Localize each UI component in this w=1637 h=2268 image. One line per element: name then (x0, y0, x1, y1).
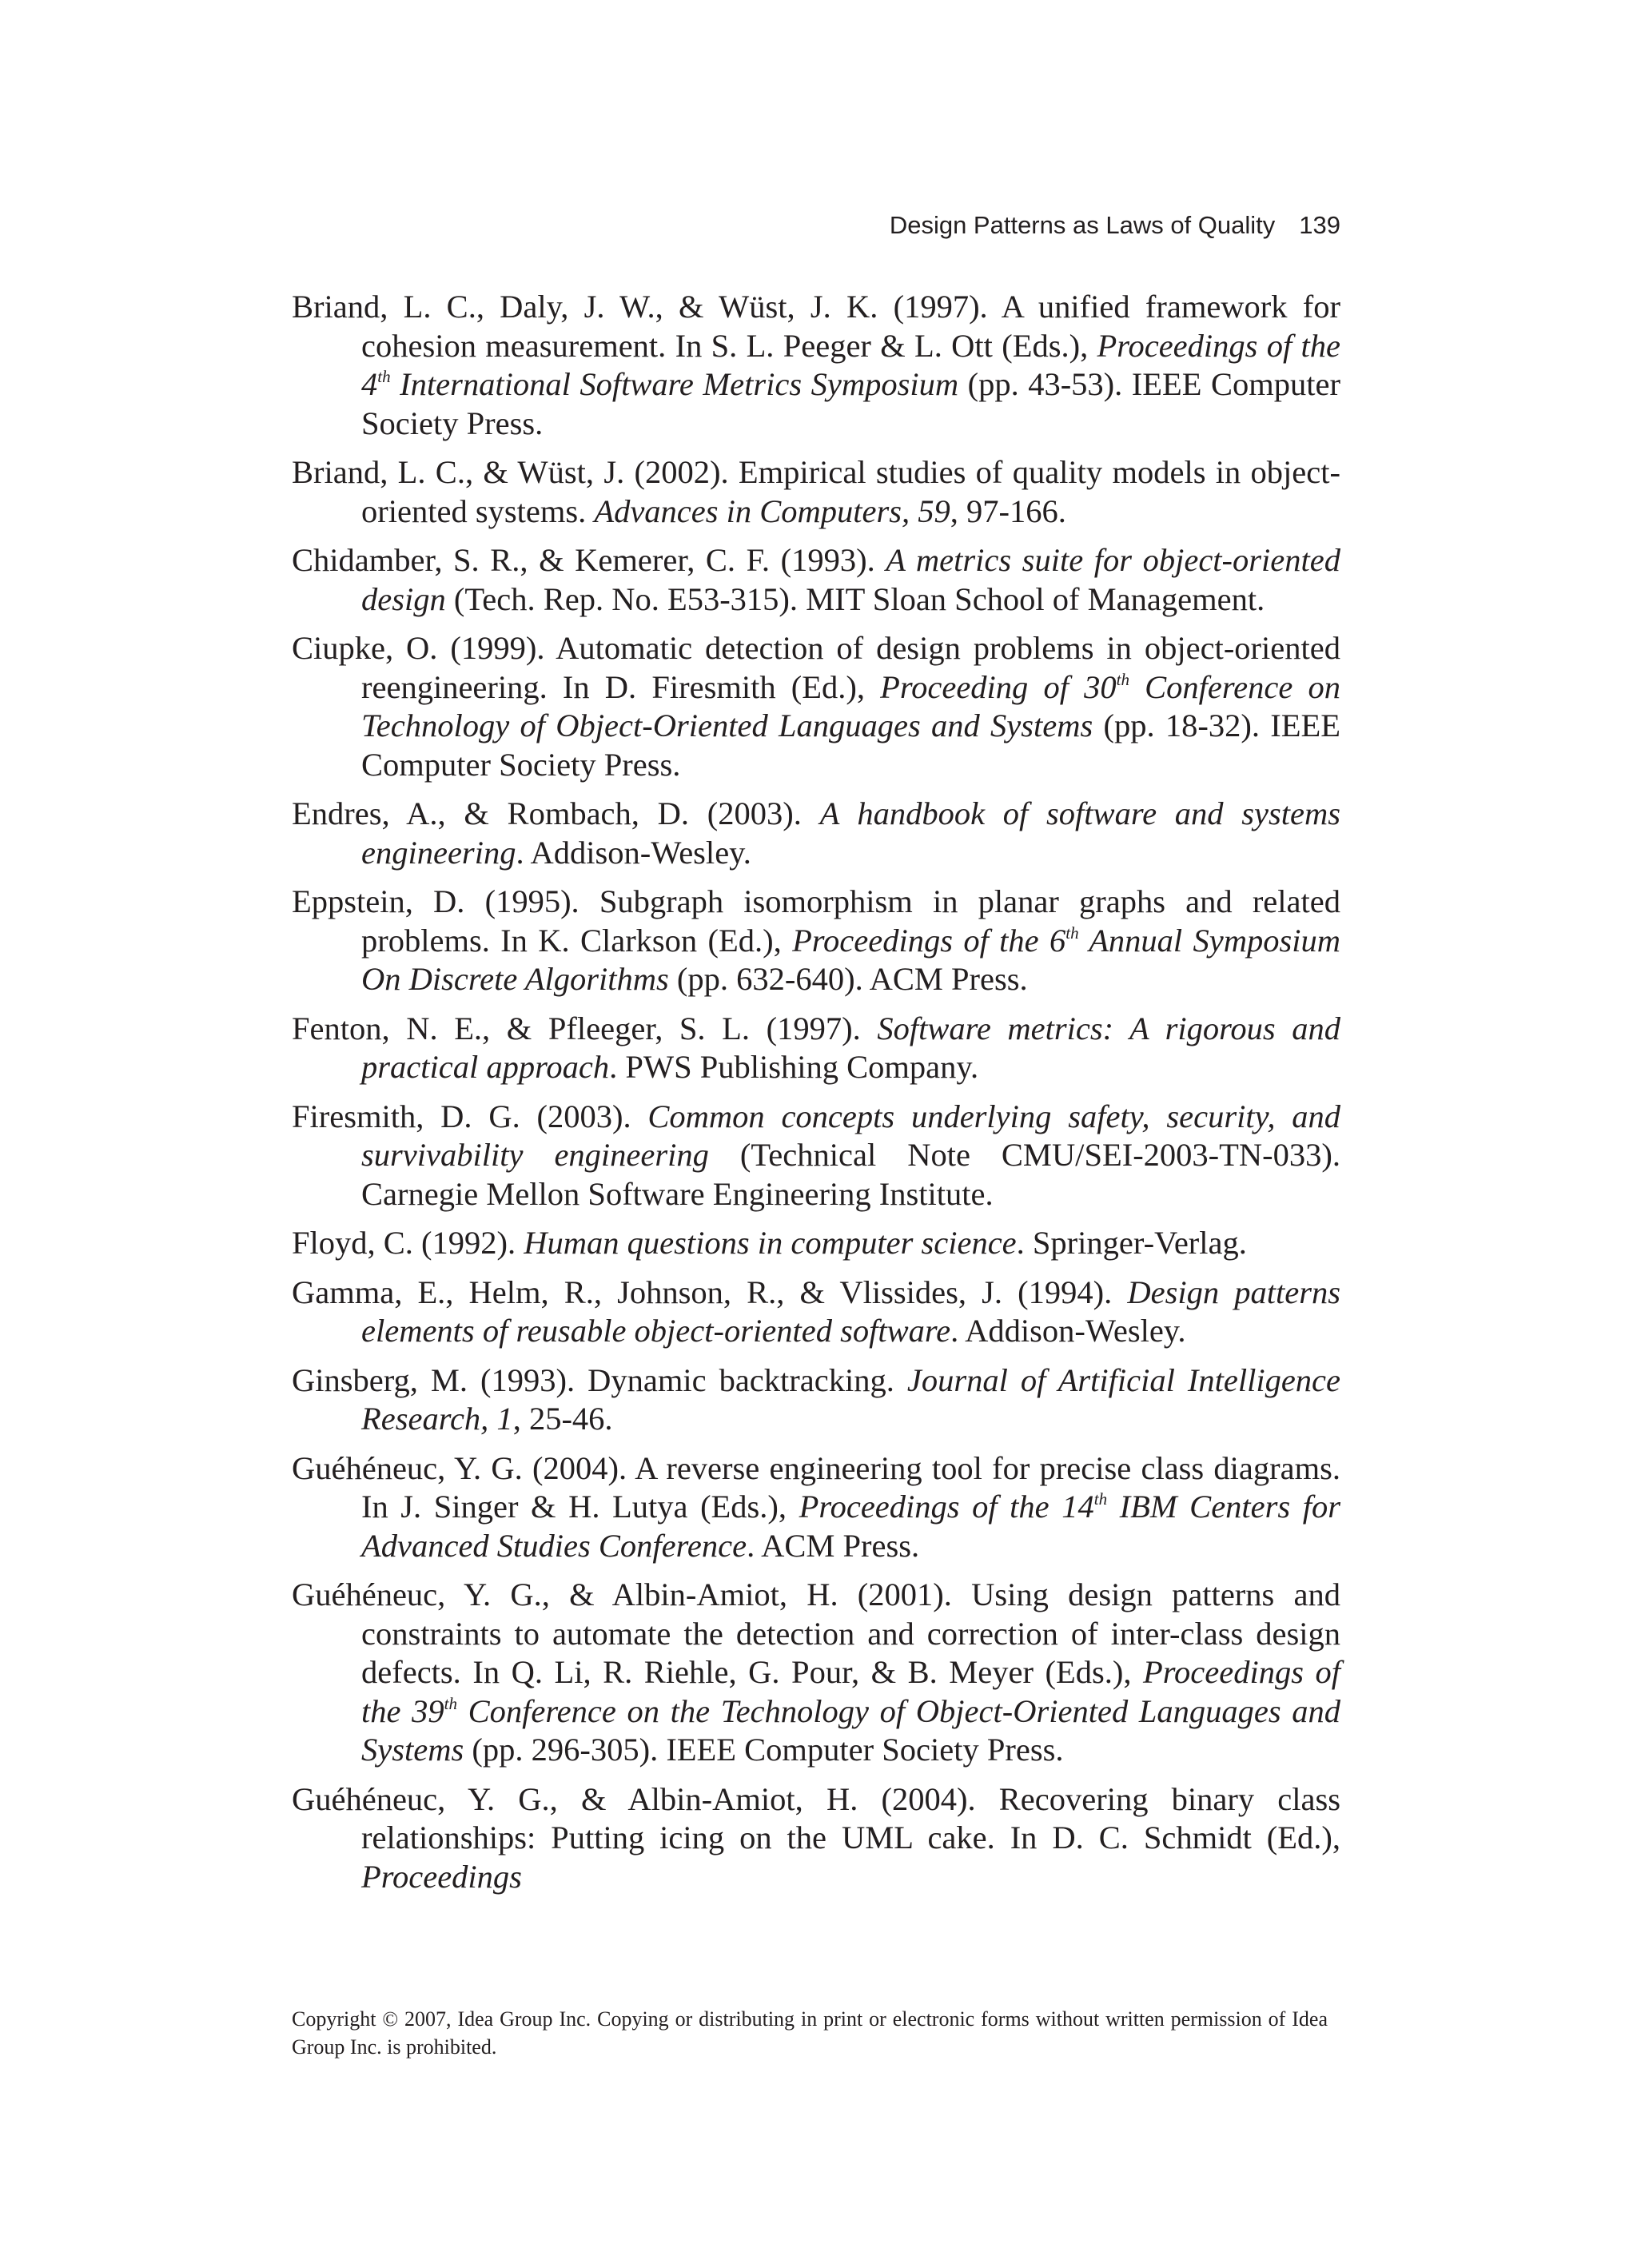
running-title: Design Patterns as Laws of Quality (889, 211, 1276, 239)
reference-entry: Gamma, E., Helm, R., Johnson, R., & Vlissides, J. (1994). Design patterns elements of reusable object-oriented software. Addison-Wesley. (292, 1274, 1340, 1349)
reference-entry: Fenton, N. E., & Pfleeger, S. L. (1997). Software metrics: A rigorous and practical approach. PWS Publishing Company. (292, 1010, 1340, 1085)
page-number: 139 (1299, 211, 1340, 239)
reference-entry: Chidamber, S. R., & Kemerer, C. F. (1993). A metrics suite for object-oriented design (Tech. Rep. No. E53-315). MIT Sloan School of Management. (292, 542, 1341, 617)
reference-entry: Guéhéneuc, Y. G., & Albin-Amiot, H. (2001). Using design patterns and constraints to automate the detection and correction of inter-class design defects. In Q. Li, R. Riehle, G. Pour, & B. Meyer (Eds.), Proceedings of the 39th Conference on the Technology of Object-Oriented Languages and Systems (pp. 296-305). IEEE Computer Society Press. (292, 1576, 1341, 1768)
reference-entry: Eppstein, D. (1995). Subgraph isomorphism in planar graphs and related problems. In K. Clarkson (Ed.), Proceedings of the 6th Annual Symposium On Discrete Algorithms (pp. 632-640). ACM Press. (292, 883, 1340, 997)
copyright-notice: Copyright © 2007, Idea Group Inc. Copying or distributing in print or electronic forms without written permission of Idea Group Inc. is prohibited. (292, 2007, 1328, 2059)
reference-list (292, 288, 1340, 1907)
reference-entry: Ginsberg, M. (1993). Dynamic backtracking. Journal of Artificial Intelligence Research, 1, 25-46. (292, 1361, 1340, 1437)
running-head (292, 209, 1340, 241)
reference-entry: Endres, A., & Rombach, D. (2003). A handbook of software and systems engineering. Addison-Wesley. (292, 795, 1341, 871)
reference-entry: Ciupke, O. (1999). Automatic detection of design problems in object-oriented reengineering. In D. Firesmith (Ed.), Proceeding of 30th Conference on Technology of Object-Oriented Languages and Systems (pp. 18-32). IEEE Computer Society Press. (292, 630, 1340, 783)
reference-entry: Firesmith, D. G. (2003). Common concepts underlying safety, security, and survivability engineering (Technical Note CMU/SEI-2003-TN-033). Carnegie Mellon Software Engineering Institute. (292, 1098, 1340, 1212)
reference-entry: Guéhéneuc, Y. G., & Albin-Amiot, H. (2004). Recovering binary class relationships: Putting icing on the UML cake. In D. C. Schmidt (Ed.), Proceedings (292, 1780, 1340, 1895)
reference-entry: Briand, L. C., & Wüst, J. (2002). Empirical studies of quality models in object-oriented systems. Advances in Computers, 59, 97-166. (292, 454, 1340, 529)
reference-entry: Floyd, C. (1992). Human questions in computer science. Springer-Verlag. (292, 1225, 1247, 1261)
reference-entry: Briand, L. C., Daly, J. W., & Wüst, J. K. (1997). A unified framework for cohesion measurement. In S. L. Peeger & L. Ott (Eds.), Proceedings of the 4th International Software Metrics Symposium (pp. 43-53). IEEE Computer Society Press. (292, 289, 1340, 441)
reference-entry: Guéhéneuc, Y. G. (2004). A reverse engineering tool for precise class diagrams. In J. Singer & H. Lutya (Eds.), Proceedings of the 14th IBM Centers for Advanced Studies Conference. ACM Press. (292, 1449, 1340, 1564)
